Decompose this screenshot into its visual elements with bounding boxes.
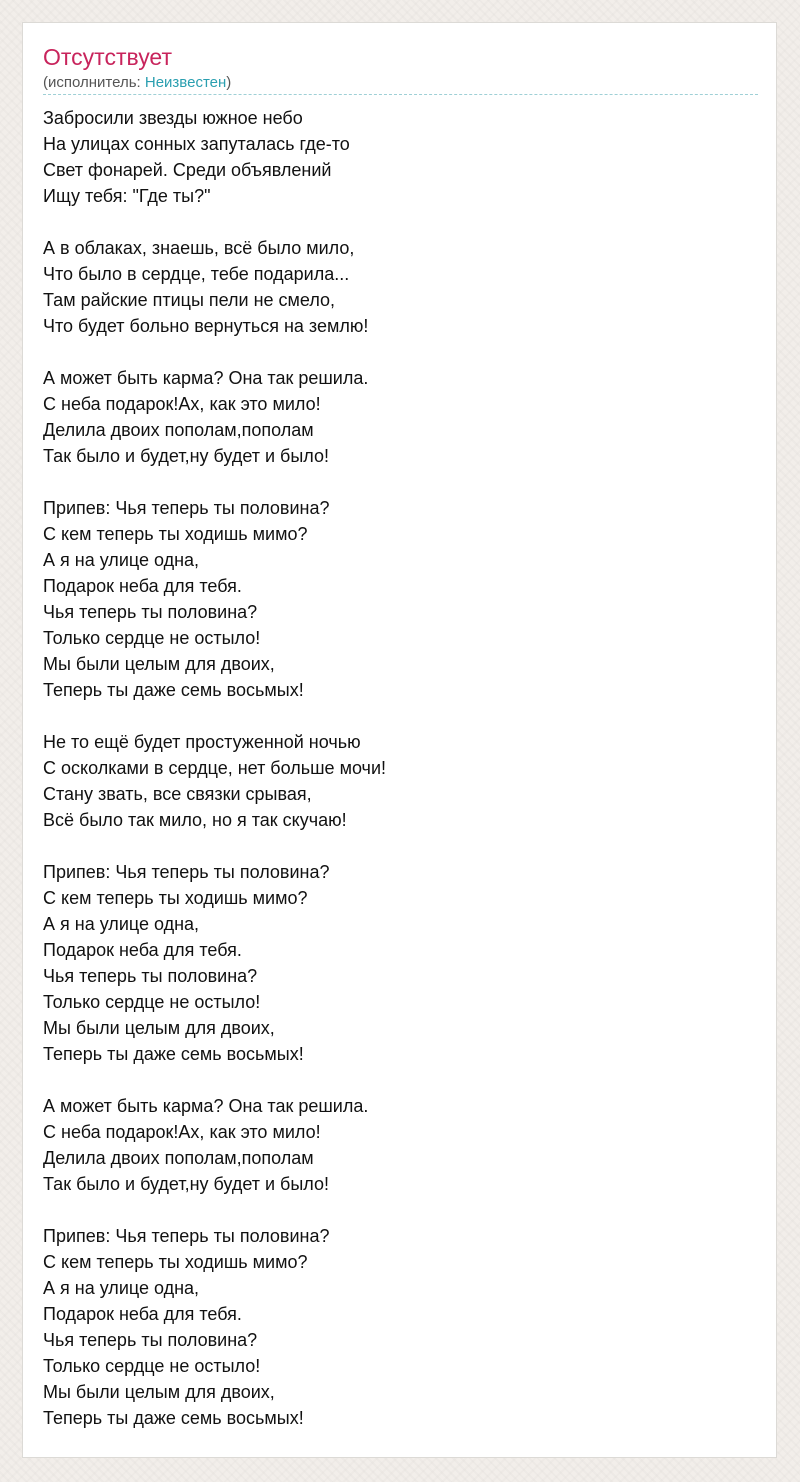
lyric-line: Только сердце не остыло! <box>43 628 261 648</box>
lyric-line: С кем теперь ты ходишь мимо? <box>43 524 308 544</box>
lyric-line: Ищу тебя: "Где ты?" <box>43 186 211 206</box>
lyric-line: А в облаках, знаешь, всё было мило, <box>43 238 355 258</box>
lyric-line: Теперь ты даже семь восьмых! <box>43 1044 304 1064</box>
lyric-line: А я на улице одна, <box>43 550 200 570</box>
lyric-line: Припев: Чья теперь ты половина? <box>43 862 330 882</box>
lyric-line: Мы были целым для двоих, <box>43 1018 275 1038</box>
lyric-line: С неба подарок!Ах, как это мило! <box>43 394 321 414</box>
lyric-line: Подарок неба для тебя. <box>43 1304 242 1324</box>
artist-suffix: ) <box>226 74 232 91</box>
lyric-line: Забросили звезды южное небо <box>43 108 303 128</box>
lyric-line: Только сердце не остыло! <box>43 992 261 1012</box>
lyric-line: А я на улице одна, <box>43 1278 200 1298</box>
lyrics-card <box>22 22 777 1458</box>
lyric-line: Мы были целым для двоих, <box>43 654 275 674</box>
lyrics-text <box>43 105 758 1457</box>
lyric-line: Припев: Чья теперь ты половина? <box>43 498 330 518</box>
lyric-line: Стану звать, все связки срывая, <box>43 784 312 804</box>
lyric-line: Подарок неба для тебя. <box>43 576 242 596</box>
lyric-line: Так было и будет,ну будет и было! <box>43 1174 330 1194</box>
lyrics-stanza <box>43 859 758 1067</box>
lyric-line: С кем теперь ты ходишь мимо? <box>43 1252 308 1272</box>
lyrics-stanza <box>43 495 758 703</box>
lyric-line: А я на улице одна, <box>43 914 200 934</box>
lyric-line: Делила двоих пополам,пополам <box>43 1148 314 1168</box>
lyrics-stanza <box>43 1093 758 1197</box>
lyric-line: На улицах сонных запуталась где-то <box>43 134 350 154</box>
lyric-line: Мы были целым для двоих, <box>43 1382 275 1402</box>
lyric-line: Так было и будет,ну будет и было! <box>43 446 330 466</box>
lyrics-stanza <box>43 1223 758 1431</box>
lyric-line: Чья теперь ты половина? <box>43 966 258 986</box>
lyric-line: А может быть карма? Она так решила. <box>43 368 369 388</box>
lyrics-stanza <box>43 365 758 469</box>
song-title: Отсутствует <box>43 44 172 70</box>
lyric-line: Свет фонарей. Среди объявлений <box>43 160 332 180</box>
artist-link[interactable]: Неизвестен <box>144 74 227 91</box>
lyric-line: Что будет больно вернуться на землю! <box>43 316 369 336</box>
lyrics-stanza <box>43 729 758 833</box>
lyric-line: Припев: Чья теперь ты половина? <box>43 1226 330 1246</box>
lyrics-stanza <box>43 235 758 339</box>
lyric-line: Только сердце не остыло! <box>43 1356 261 1376</box>
lyric-line: А может быть карма? Она так решила. <box>43 1096 369 1116</box>
lyric-line: Делила двоих пополам,пополам <box>43 420 314 440</box>
lyric-line: С осколками в сердце, нет больше мочи! <box>43 758 386 778</box>
lyric-line: С неба подарок!Ах, как это мило! <box>43 1122 321 1142</box>
lyric-line: Что было в сердце, тебе подарила... <box>43 264 350 284</box>
artist-line <box>43 73 231 93</box>
lyrics-stanza <box>43 105 758 209</box>
lyric-line: Теперь ты даже семь восьмых! <box>43 1408 304 1428</box>
lyric-line: Подарок неба для тебя. <box>43 940 242 960</box>
lyric-line: Всё было так мило, но я так скучаю! <box>43 810 347 830</box>
lyric-line: Чья теперь ты половина? <box>43 1330 258 1350</box>
lyric-line: Там райские птицы пели не смело, <box>43 290 336 310</box>
artist-prefix: (исполнитель: <box>43 74 145 91</box>
lyric-line: Чья теперь ты половина? <box>43 602 258 622</box>
lyric-line: Не то ещё будет простуженной ночью <box>43 732 361 752</box>
lyric-line: Теперь ты даже семь восьмых! <box>43 680 304 700</box>
lyric-line: С кем теперь ты ходишь мимо? <box>43 888 308 908</box>
title-divider <box>43 94 758 95</box>
